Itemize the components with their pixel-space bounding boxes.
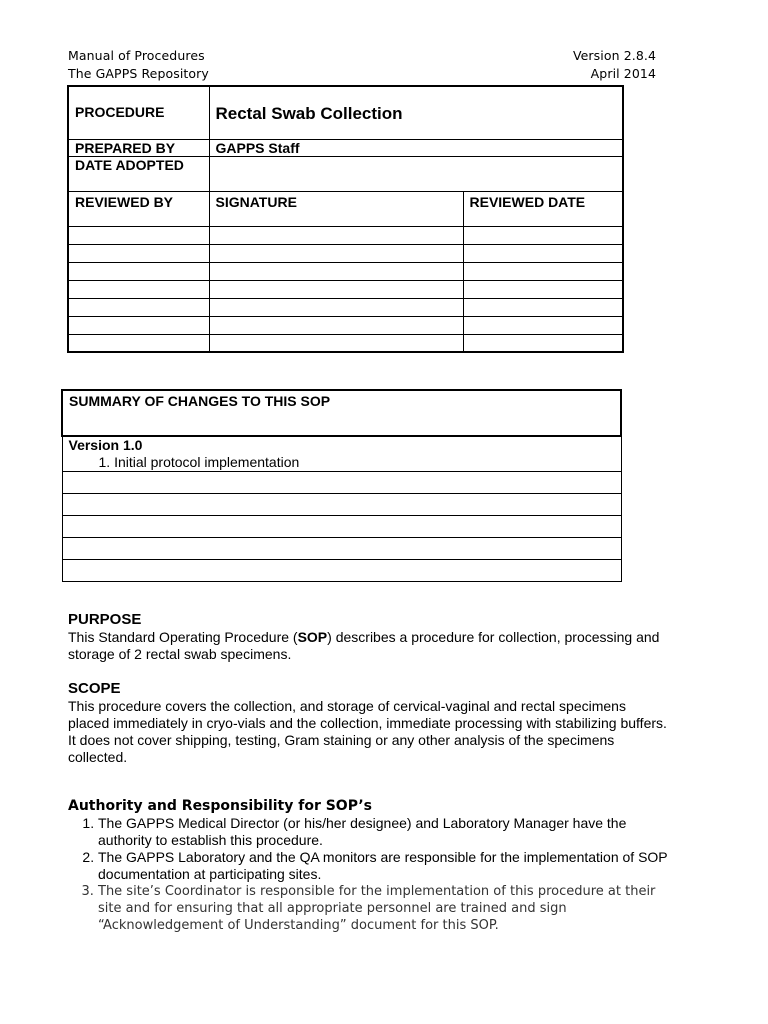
change-row <box>62 560 621 582</box>
authority-item: 3. The site’s Coordinator is responsible for the implementation of this procedure at their site and for ensuring that all appropriate personnel are trained and sign “Acknowledgement of Understanding” document for this SOP. <box>98 883 668 934</box>
version-label: Version 1.0 <box>68 437 143 453</box>
authority-list <box>68 815 668 934</box>
purpose-text: This Standard Operating Procedure (SOP) describes a procedure for collection, processing and storage of 2 rectal swab specimens. <box>68 629 660 662</box>
authority-item: 1. The GAPPS Medical Director (or his/her designee) and Laboratory Manager have the authority to establish this procedure. <box>98 815 668 849</box>
change-row <box>62 472 621 494</box>
change-row <box>62 516 621 538</box>
sop-info-table <box>67 85 624 353</box>
version-date: April 2014 <box>590 66 656 81</box>
authority-heading: Authority and Responsibility for SOP’s <box>68 798 373 814</box>
date-adopted-label: DATE ADOPTED <box>68 156 209 191</box>
change-item: 1. Initial protocol implementation <box>98 454 300 470</box>
date-adopted-value <box>209 156 623 191</box>
procedure-label: PROCEDURE <box>68 86 209 139</box>
signature-header: SIGNATURE <box>209 191 463 226</box>
review-row <box>68 226 623 244</box>
document-header-left <box>68 47 209 83</box>
review-row <box>68 298 623 316</box>
scope-heading: SCOPE <box>68 680 121 697</box>
procedure-title: Rectal Swab Collection <box>209 86 623 139</box>
review-row <box>68 262 623 280</box>
review-row <box>68 334 623 352</box>
authority-section <box>68 797 668 934</box>
prepared-by-value: GAPPS Staff <box>209 139 623 156</box>
changes-title: SUMMARY OF CHANGES TO THIS SOP <box>62 390 621 436</box>
changes-summary-table <box>61 389 622 582</box>
manual-title: Manual of Procedures <box>68 48 205 63</box>
reviewed-date-header: REVIEWED DATE <box>463 191 623 226</box>
purpose-heading: PURPOSE <box>68 611 142 628</box>
version-entry <box>62 436 621 472</box>
change-row <box>62 494 621 516</box>
scope-text: This procedure covers the collection, and storage of cervical-vaginal and rectal specimens placed immediately in cryo-vials and the collection, immediate processing with stabilizing buffers. It does not cover shipping, testing, Gram staining or any other analysis of the specimens collected. <box>68 698 667 765</box>
authority-item: 2. The GAPPS Laboratory and the QA monitors are responsible for the implementation of SOP documentation at participating sites. <box>98 849 668 883</box>
scope-section <box>68 680 668 766</box>
document-header-right <box>573 47 656 83</box>
change-row <box>62 538 621 560</box>
repository-name: The GAPPS Repository <box>68 66 209 81</box>
version-number: Version 2.8.4 <box>572 48 656 63</box>
review-row <box>68 280 623 298</box>
review-row <box>68 316 623 334</box>
reviewed-by-header: REVIEWED BY <box>68 191 209 226</box>
review-row <box>68 244 623 262</box>
purpose-section <box>68 611 668 663</box>
prepared-by-label: PREPARED BY <box>68 139 209 156</box>
